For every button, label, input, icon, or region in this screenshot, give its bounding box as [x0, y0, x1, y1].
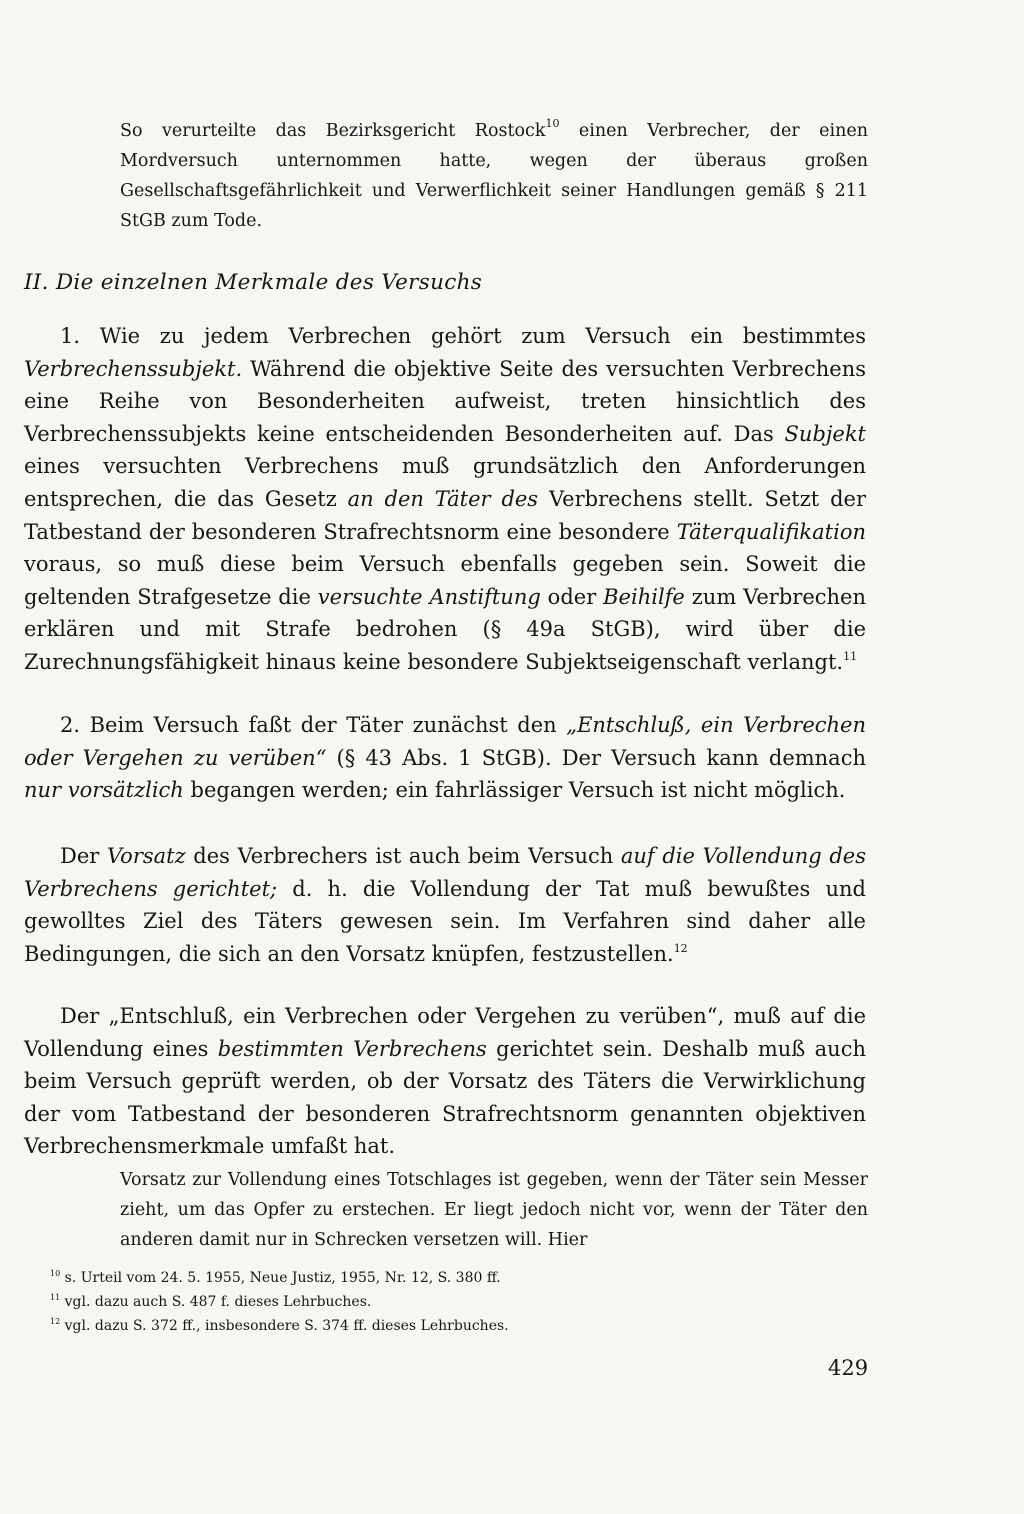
footnote-ref-12: 12 — [673, 941, 688, 955]
footnote-ref-11: 11 — [843, 649, 858, 663]
footnote-12: $^{12}$ vgl. dazu S. 372 ff., insbesondere S. 374 ff. dieses Lehrbuches. — [50, 1317, 509, 1334]
footnote-11: $^{11}$ vgl. dazu auch S. 487 f. dieses Lehrbuches. — [50, 1293, 372, 1310]
example-paragraph: Vorsatz zur Vollendung eines Totschlages ist gegeben, wenn der Täter sein Messer zieht, um das Opfer zu erstechen. Er liegt jedoch nicht vor, wenn der Täter den anderen damit nur in Schrecken versetzen will. Hier — [120, 1170, 868, 1250]
paragraph-1: 1. Wie zu jedem Verbrechen gehört zum Versuch ein bestimmtes Verbrechenssubjekt. Während die objektive Seite des versuchten Verbrechens eine Reihe von Besonderheiten aufweist, treten hinsichtlich des Verbrechenssubjekts keine entscheidenden Besonderheiten auf. Das Subjekt eines versuchten Verbrechens muß grundsätzlich den Anforderungen entsprechen, die das Gesetz an den Täter des Verbrechens stellt. Setzt der Tatbestand der besonderen Strafrechtsnorm eine besondere Täterqualifikation voraus, so muß diese beim Versuch ebenfalls gegeben sein. Soweit die geltenden Strafgesetze die versuchte Anstiftung oder Beihilfe zum Verbrechen erklären und mit Strafe bedrohen (§ 49a StGB), wird über die Zurechnungsfähigkeit hinaus keine besondere Subjektseigenschaft verlangt.$^{11}$ — [24, 324, 866, 674]
paragraph-4: Der „Entschluß, ein Verbrechen oder Vergehen zu verüben“, muß auf die Vollendung eines bestimmten Verbrechens gerichtet sein. Deshalb muß auch beim Versuch geprüft werden, ob der Vorsatz des Täters die Verwirklichung der vom Tatbestand der besonderen Strafrechtsnorm genannten objektiven Verbrechensmerkmale umfaßt hat. — [24, 1004, 866, 1159]
paragraph-3: Der Vorsatz des Verbrechers ist auch beim Versuch auf die Vollendung des Verbrechens gerichtet; d. h. die Vollendung der Tat muß bewußtes und gewolltes Ziel des Täters gewesen sein. Im Verfahren sind daher alle Bedingungen, die sich an den Vorsatz knüpfen, festzustellen.$^{12}$ — [24, 844, 867, 966]
page-number: 429 — [828, 1356, 869, 1380]
paragraph-2: 2. Beim Versuch faßt der Täter zunächst den „Entschluß, ein Verbrechen oder Vergehen zu verüben“ (§ 43 Abs. 1 StGB). Der Versuch kann demnach nur vorsätzlich begangen werden; ein fahrlässiger Versuch ist nicht möglich. — [24, 713, 866, 803]
footnote-10: $^{10}$ s. Urteil vom 24. 5. 1955, Neue Justiz, 1955, Nr. 12, S. 380 ff. — [50, 1269, 501, 1286]
intro-paragraph: So verurteilte das Bezirksgericht Rostock$^{10}$ einen Verbrecher, der einen Mordversuch unternommen hatte, wegen der überaus großen Gesellschaftsgefährlichkeit und Verwerflichkeit seiner Handlungen gemäß § 211 StGB zum Tode. — [120, 117, 868, 231]
section-heading: II. Die einzelnen Merkmale des Versuchs — [24, 270, 483, 295]
footnote-ref-10: 10 — [545, 117, 560, 130]
